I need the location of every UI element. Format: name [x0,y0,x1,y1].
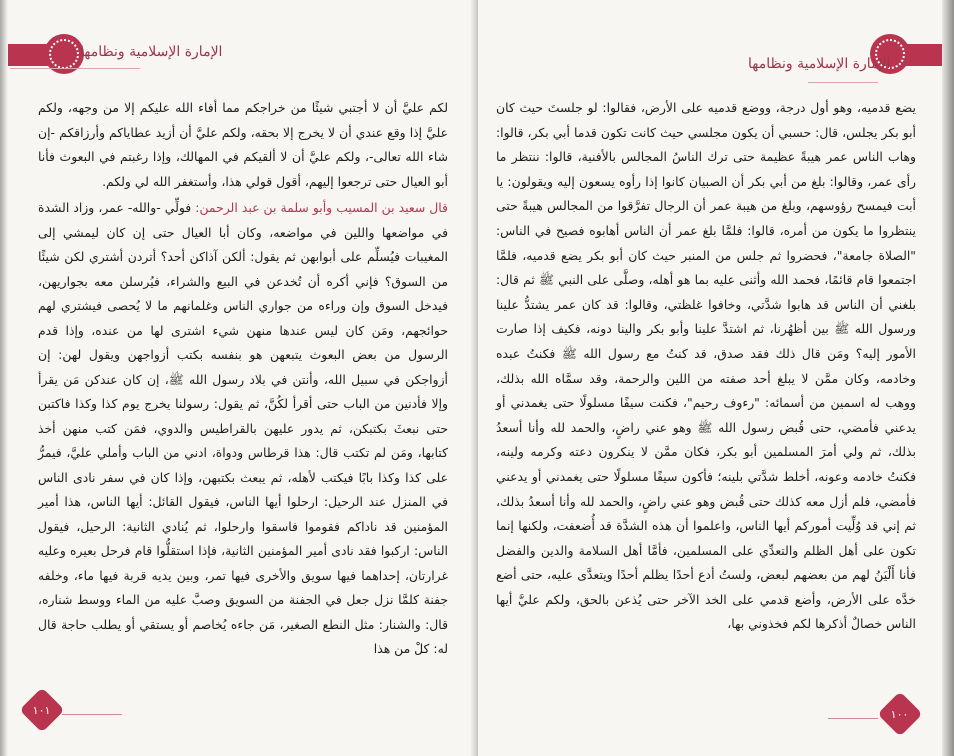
banner-bar [8,44,48,66]
page-number-rule [62,714,122,715]
page-number: ١٠١ [33,703,51,717]
right-page [478,0,954,756]
page-edge-right [942,0,954,756]
header-rule [10,68,140,69]
running-header-title: الإمارة الإسلامية ونظامها [80,44,223,60]
running-header-title: الإمارة الإسلامية ونظامها [748,56,891,72]
page-number: ١٠٠ [891,707,909,721]
page-body-text [496,96,916,637]
paragraph: لكم عليَّ أن لا أجتبي شيئًا من خراجكم مما أفاء الله عليكم إلا من وجهه، ولكم عليَّ إذا وقع عندي أن لا يخرج إلا بحقه، ولكم عليَّ أن أزيد عطاياكم وأرزاقكم -إن شاء الله تعالى-، ولكم عليَّ أن لا ألقيكم في المهالك، وإذا رغبتم في البعوث فأنا أبو العيال حتى ترجعوا إليهم، أقول قولي هذا، وأستغفر الله لي ولكم. [38,100,448,189]
paragraph-body: فولِّي -والله- عمر، وزاد الشدة في مواضعها واللين في مواضعه، وكان أبا العيال حتى إن كان ليمشي إلى المغيبات فيُسلِّم على أبوابهن ثم يقول: ألكن آذاكن أحد؟ أتردن أشتري لكن شيئًا من السوق؟ فإني أكره أن تُخدعن في البيع والشراء، فيُرسلن معه بجواريهن، فيدخل السوق وإن وراءه من جواري الناس وغلمانهم ما لا يُحصى فيشتري لهم حوائجهم، ومَن كان ليس عندها منهن شيء اشترى لها من عنده، وإذا قدم الرسول من بعض البعوث يتبعهن هو بنفسه بكتب أزواجهن ويقول لهن: إن أزواجكن في سبيل الله، وأنتن في بلاد رسول الله ﷺ، إن كان عندكن مَن يقرأ وإلا فأدنين من الباب حتى أقرأ لكُنَّ، ثم يقول: رسولنا يخرج يوم كذا وكذا فاكتبن حتى نبعثَ بكتبكن، ثم يدور عليهن بالقراطيس والدوي، فمَن كتب منهن أخذ كتابها، ومَن لم تكتب قال: هذا قرطاس ودواة، ادني من الباب وأملي عليَّ، فيمرُّ على كذا وكذا بابًا فيكتب لأهله، ثم يبعث بكتبهن، وإذا كان في سفر نادى الناس في المنزل عند الرحيل: ارحلوا أيها الناس، فيقول القائل: أيها الناس، هذا أمير المؤمنين قد ناداكم فقوموا فاسقوا وارحلوا، ثم يُنادي الثانية: الرحيل، فيقول الناس: اركبوا فقد نادى أمير المؤمنين الثانية، فإذا استقلُّوا قام فرحل بعيره وعليه غرارتان، إحداهما فيها سويق والأخرى فيها تمر، وبين يديه قربة فيها ماء، وخلفه جفنة كلمَّا نزل جعل في الجفنة من السويق وصبَّ عليه من الماء ووسط شناره، قال: والشنار: مثل النطع الصغير، مَن جاءه يُخاصم أو يستقي أو يطلب حاجة قال له: كلْ من هذا [38,200,448,656]
header-rule [808,82,878,83]
page-number-badge [877,691,922,736]
paragraph [38,196,448,662]
page-number-badge [19,687,64,732]
highlighted-attribution: قال سعيد بن المسيب وأبو سلمة بن عبد الرحمن: [195,200,448,215]
page-edge-left [0,0,8,756]
page-number-rule [828,718,878,719]
page-body-text [38,96,448,662]
paragraph: يضع قدميه، وهو أول درجة، ووضع قدميه على الأرض، فقالوا: لو جلستَ حيث كان أبو بكر يجلس، قال: حسبي أن يكون مجلسي حيث كانت تكون قدما أبي بكر، قالوا: وهاب الناس عمر هيبةً عظيمة حتى ترك الناسُ المجالس بالأفنية، قالوا: ننتظر ما رأى عمر، وقالوا: بلغ من أبي بكر أن الصبيان كانوا إذا رأوه يسعون إليه ويقولون: يا أبت فيمسح رؤوسهم، وبلغ من هيبة عمر أن الرجال تفرَّقوا من المجالس هيبةً حتى ينتظروا ما يكون من أمره، قالوا: فلمَّا بلغ عمر أن الناس أهابوه فصيح في الناس: "الصلاة جامعة"، فحضروا ثم جلس من المنبر حيث كان أبو بكر يضع قدميه، فلمَّا اجتمعوا قام قائمًا، فحمد الله وأثنى عليه بما هو أهله، وصلَّى على النبي ﷺ ثم قال: بلغني أن الناس قد هابوا شدَّتي، وخافوا غلظتي، وقالوا: قد كان عمر يشتدُّ علينا ورسول الله ﷺ بين أظهُرنا، ثم اشتدَّ علينا وأبو بكر والينا دونه، فكيف إذا صارت الأمور إليه؟ ومَن قال ذلك فقد صدق، قد كنتُ مع رسول الله ﷺ فكنتُ عبده وخادمه، وكان ممَّن لا يبلغ أحد صفته من اللين والرحمة، وقد سمَّاه الله بذلك، ووهب له اسمين من أسمائه: "رءوف رحيم"، فكنت سيفًا مسلولًا حتى يغمدني أو يدعني فأمضي، حتى قُبض رسول الله ﷺ وهو عني راضٍ، والحمد لله وأنا أسعدُ بذلك، ثم ولي أمرَ المسلمين أبو بكر، فكان ممَّن لا ينكرون دعته وكرمه ولينه، فكنتُ خادمه وعونه، أخلط شدَّتي بلينه؛ فأكون سيفًا مسلولًا حتى يغمدني أو يدعني فأمضي، فلم أزل معه كذلك حتى قُبض وهو عني راضٍ، والحمد لله وأنا أسعدُ بذلك، ثم إني قد وُلِّيت أموركم أيها الناس، واعلموا أن هذه الشدَّة قد أُضعفت، ولكنها إنما تكون على أهل الظلم والتعدِّي على المسلمين، فأمَّا أهل السلامة والدين والفضل فأنا أَلْيَنُ لهم من بعضهم لبعض، ولستُ أدع أحدًا يظلم أحدًا ويتعدَّى عليه، حتى أضع خدَّه على الأرض، وأضع قدمي على الخد الآخر حتى يُذعن بالحق، ولكم عليَّ أيها الناس خصالٌ أذكرها لكم فخذوني بها، [496,100,916,632]
left-page [0,0,476,756]
